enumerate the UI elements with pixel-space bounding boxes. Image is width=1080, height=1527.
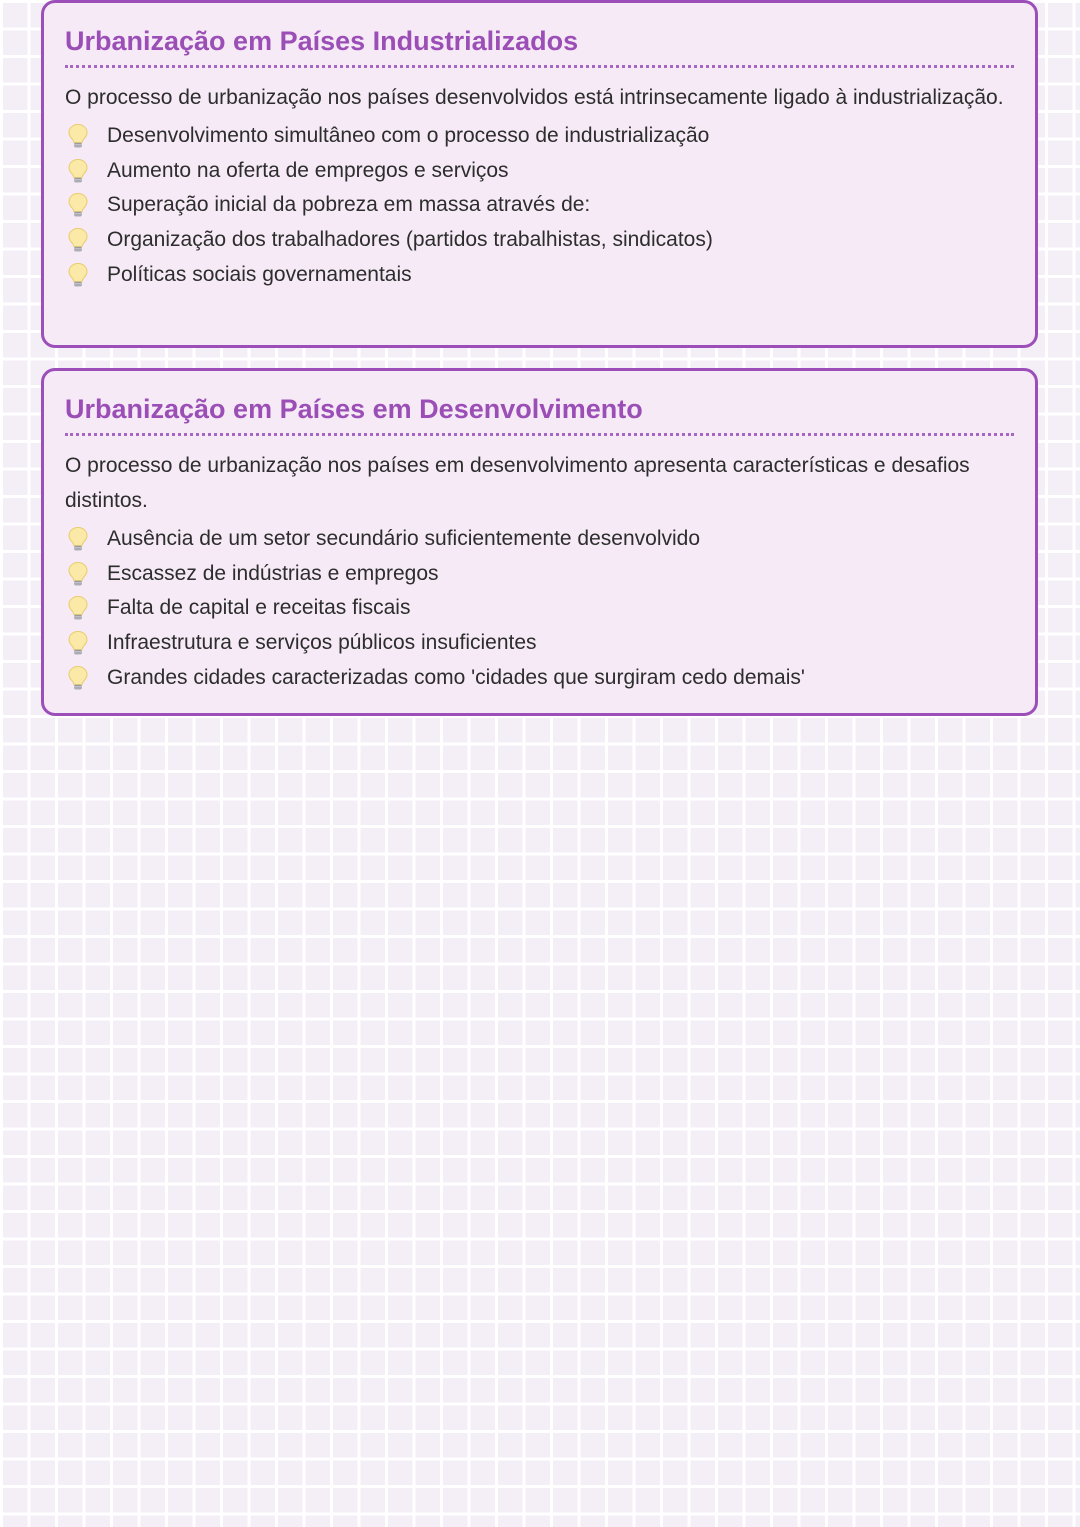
list-item-text: Superação inicial da pobreza em massa através de: — [107, 193, 591, 217]
section-title: Urbanização em Países Industrializados — [65, 3, 1014, 68]
list-item — [65, 188, 1014, 223]
list-item — [65, 591, 1014, 626]
lightbulb-icon — [67, 227, 89, 253]
lightbulb-icon — [67, 630, 89, 656]
list-item-text: Ausência de um setor secundário suficientemente desenvolvido — [107, 527, 701, 551]
bullet-list — [65, 119, 1014, 292]
list-item — [65, 660, 1014, 695]
list-item-text: Organização dos trabalhadores (partidos trabalhistas, sindicatos) — [107, 228, 713, 252]
bullet-list — [65, 522, 1014, 695]
section-intro: O processo de urbanização nos países em desenvolvimento apresenta características e desafios distintos. — [65, 454, 970, 512]
list-item-text: Falta de capital e receitas fiscais — [107, 596, 411, 620]
list-item-text: Políticas sociais governamentais — [107, 262, 412, 286]
list-item-text: Infraestrutura e serviços públicos insuficientes — [107, 631, 537, 655]
lightbulb-icon — [67, 123, 89, 149]
list-item-text: Grandes cidades caracterizadas como 'cidades que surgiram cedo demais' — [107, 665, 805, 689]
developing-countries-card — [41, 368, 1038, 716]
list-item — [65, 522, 1014, 557]
lightbulb-icon — [67, 526, 89, 552]
list-item — [65, 557, 1014, 592]
list-item — [65, 154, 1014, 189]
lightbulb-icon — [67, 561, 89, 587]
list-item-text: Desenvolvimento simultâneo com o processo de industrialização — [107, 124, 710, 148]
section-title: Urbanização em Países em Desenvolvimento — [65, 371, 1014, 436]
lightbulb-icon — [67, 665, 89, 691]
industrialized-countries-card — [41, 0, 1038, 348]
lightbulb-icon — [67, 262, 89, 288]
list-item — [65, 257, 1014, 292]
list-item — [65, 626, 1014, 661]
section-intro: O processo de urbanização nos países desenvolvidos está intrinsecamente ligado à industrialização. — [65, 86, 1004, 109]
list-item — [65, 119, 1014, 154]
lightbulb-icon — [67, 595, 89, 621]
list-item-text: Escassez de indústrias e empregos — [107, 561, 439, 585]
lightbulb-icon — [67, 158, 89, 184]
list-item — [65, 223, 1014, 258]
lightbulb-icon — [67, 192, 89, 218]
list-item-text: Aumento na oferta de empregos e serviços — [107, 158, 509, 182]
